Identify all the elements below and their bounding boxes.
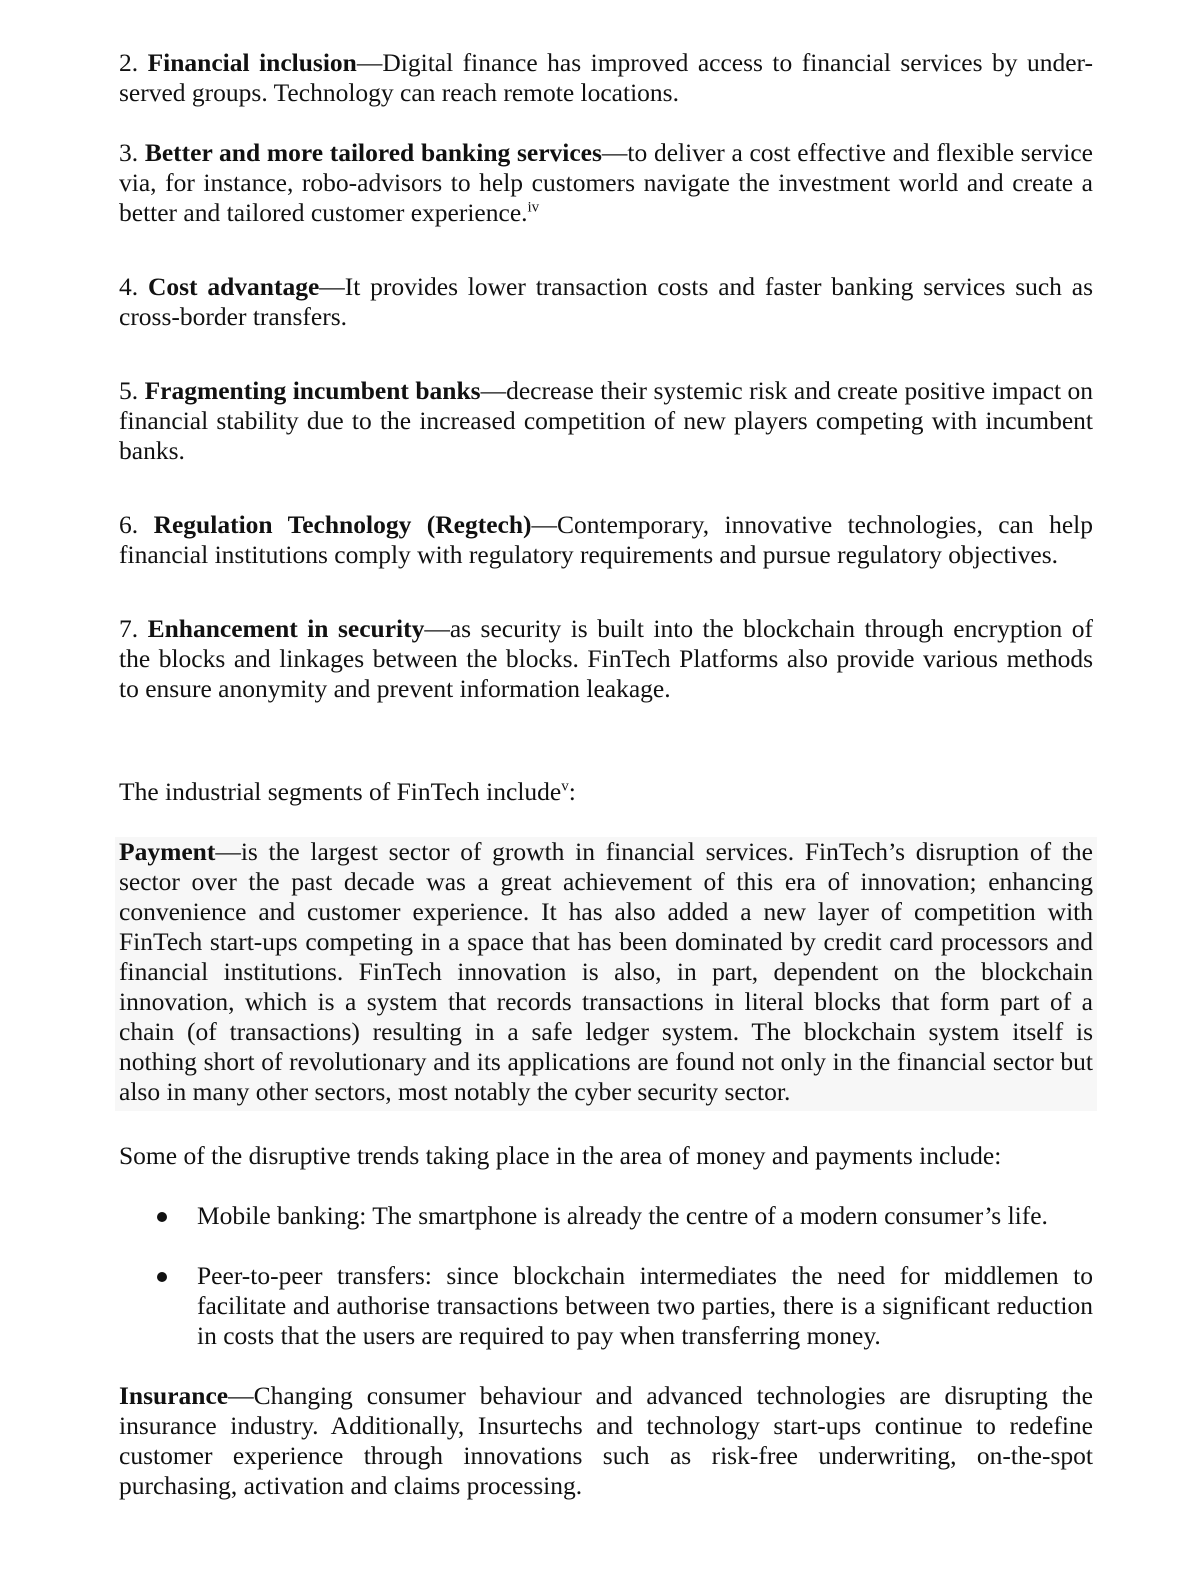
point-2 (119, 48, 1093, 108)
point-6 (119, 510, 1093, 570)
document-page (119, 48, 1093, 1501)
payment-text: —is the largest sector of growth in financial services. FinTech’s disruption of the sector over the past decade was a great achievement of this era of innovation; enhancing convenience and customer experience. It has also added a new layer of competition with FinTech start-ups competing in a space that has been dominated by credit card processors and financial institutions. FinTech innovation is also, in part, dependent on the blockchain innovation, which is a system that records transactions in literal blocks that form part of a chain (of transactions) resulting in a safe ledger system. The blockchain system itself is nothing short of revolutionary and its applications are found not only in the financial sector but also in many other sectors, most notably the cyber security sector. (119, 837, 1093, 1106)
segments-intro-suffix: : (568, 777, 576, 806)
point-7 (119, 614, 1093, 704)
point-number: 3. (119, 138, 139, 167)
point-text: —Contemporary, innovative technologies, can help financial institutions comply with regulatory requirements and pursue regulatory objectives. (119, 510, 1094, 569)
point-text: —to deliver a cost effective and flexible service via, for instance, robo-advisors to help customers navigate the investment world and create a better and tailored customer experience. (119, 138, 1093, 227)
segments-intro-text: The industrial segments of FinTech include (119, 777, 562, 806)
point-number: 7. (119, 614, 139, 643)
point-title: Cost advantage (147, 272, 320, 301)
point-number: 6. (119, 510, 139, 539)
point-title: Enhancement in security (147, 614, 425, 643)
payment-title: Payment (119, 837, 216, 866)
point-3 (119, 138, 1093, 228)
point-text: —It provides lower transaction costs and faster banking services such as cross-border transfers. (119, 272, 1093, 331)
trends-intro: Some of the disruptive trends taking place in the area of money and payments include: (119, 1141, 1002, 1170)
point-number: 5. (119, 376, 139, 405)
list-item-text: Peer-to-peer transfers: since blockchain intermediates the need for middlemen to facilitate and authorise transactions between two parties, there is a significant reduction in costs that the users are required to pay when transferring money. (197, 1261, 1093, 1350)
list-item (119, 1261, 1093, 1351)
point-text: —as security is built into the blockchain through encryption of the blocks and linkages between the blocks. FinTech Platforms also provide various methods to ensure anonymity and prevent information leakage. (119, 614, 1094, 703)
insurance-title: Insurance (119, 1381, 229, 1410)
endnote-marker: iv (527, 199, 540, 216)
point-number: 4. (119, 272, 139, 301)
trends-list (119, 1201, 1093, 1351)
point-4 (119, 272, 1093, 332)
endnote-marker: v (561, 778, 569, 795)
point-number: 2. (119, 48, 139, 77)
list-item-text: Mobile banking: The smartphone is already the centre of a modern consumer’s life. (197, 1201, 1048, 1230)
insurance-text: —Changing consumer behaviour and advanced technologies are disrupting the insurance industry. Additionally, Insurtechs and technology start-ups continue to redefine customer experience through innovations such as risk-free underwriting, on-the-spot purchasing, activation and claims processing. (119, 1381, 1093, 1500)
bullet-icon (157, 1212, 167, 1222)
point-text: —Digital finance has improved access to financial services by under-served groups. Technology can reach remote locations. (119, 48, 1093, 107)
point-title: Fragmenting incumbent banks (144, 376, 481, 405)
point-5 (119, 376, 1093, 466)
insurance-paragraph (119, 1381, 1093, 1501)
segments-intro (119, 777, 1093, 807)
point-title: Better and more tailored banking services (144, 138, 602, 167)
point-text: —decrease their systemic risk and create positive impact on financial stability due to the increased competition of new players competing with incumbent banks. (119, 376, 1094, 465)
bullet-icon (157, 1272, 167, 1282)
list-item (119, 1201, 1093, 1231)
payment-paragraph (115, 837, 1097, 1111)
point-title: Regulation Technology (Regtech) (153, 510, 532, 539)
point-title: Financial inclusion (147, 48, 357, 77)
